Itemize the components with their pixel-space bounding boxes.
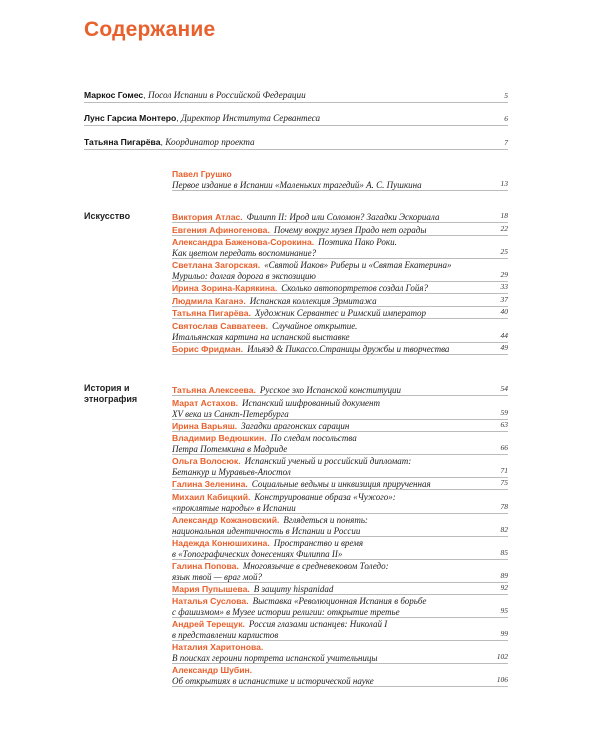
author-name: Татьяна Алексеева. — [172, 385, 256, 395]
toc-entry — [172, 477, 508, 490]
author-name: Светлана Загорская. — [172, 260, 261, 270]
author-name: Татьяна Пигарёва — [84, 137, 161, 147]
author-role: Координатор проекта — [165, 137, 255, 147]
divider — [84, 125, 508, 126]
divider — [84, 149, 508, 150]
entry-title-continued: с фашизмом» в Музее истории религии: открытие третье — [172, 607, 400, 617]
author-name: Галина Попова. — [172, 560, 239, 571]
entry-title: В защиту hispanidad — [253, 583, 334, 594]
entry-title-continued: в «Топографических донесениях Филиппа II» — [172, 548, 343, 559]
page-number: 85 — [500, 547, 508, 557]
toc-entry — [172, 319, 508, 343]
entry-title-continued: национальная идентичность в Испании и России — [172, 525, 361, 536]
toc-entry — [172, 210, 508, 223]
page-number: 99 — [500, 629, 508, 638]
author-name: Михаил Кабицкий. — [172, 491, 251, 502]
page-number: 40 — [500, 307, 508, 316]
entry-title: Загадки арагонских сарацин — [241, 420, 350, 431]
entry-title: «Святой Иаков» Риберы и «Святая Екатерина» — [264, 260, 452, 270]
page-number: 63 — [500, 419, 508, 429]
entry-title: Русское эхо Испанской конституции — [259, 385, 401, 395]
author-name: Наталья Суслова. — [172, 596, 249, 606]
entry-title: Испанский шифрованный документ — [242, 397, 380, 408]
entry-title: Испанская коллекция Эрмитажа — [249, 295, 377, 306]
page-number: 49 — [500, 342, 508, 352]
entry-title: Выставка «Революционная Испания в борьбе — [252, 596, 427, 606]
page-title: Содержание — [84, 18, 216, 41]
page-number: 106 — [496, 675, 508, 684]
page-number: 18 — [500, 211, 508, 220]
author-name: Надежда Конюшихина. — [172, 537, 270, 548]
author-name: Татьяна Пигарёва. — [172, 308, 251, 318]
entry-title-continued: Об открытиях в испанистике и исторической науке — [172, 676, 374, 686]
toc-entry — [172, 342, 508, 355]
author-name: Андрей Терещук. — [172, 619, 245, 629]
entry-title-continued: «проклятые народы» в Испании — [172, 502, 296, 513]
toc-entry — [172, 617, 508, 641]
toc-entry — [172, 594, 508, 618]
page-number: 44 — [500, 330, 508, 340]
author-name: Александра Баженова-Сорокина. — [172, 237, 315, 247]
author-name: Павел Грушко — [172, 169, 232, 179]
toc-entry — [172, 513, 508, 537]
toc-entry — [172, 258, 508, 282]
page-number: 5 — [504, 91, 508, 100]
author-name: Лунс Гарсиа Монтеро — [84, 113, 177, 123]
entry-title: Почему вокруг музея Прадо нет ограды — [273, 224, 427, 235]
toc-entry — [172, 294, 508, 307]
author-name: Ирина Варьяш. — [172, 420, 238, 431]
page-number: 66 — [500, 443, 508, 452]
entry-title-continued: В поисках героини портрета испанской учительницы — [172, 653, 378, 663]
toc-entry — [172, 306, 508, 319]
page-number: 6 — [504, 114, 508, 123]
author-role: Директор Института Сервантеса — [181, 113, 321, 123]
section-label-history: История и этнография — [84, 383, 138, 404]
entry-title-continued: Петра Потемкина в Мадриде — [172, 444, 288, 454]
toc-entry — [172, 640, 508, 664]
entry-title-continued: Итальянская картина на испанской выставке — [172, 331, 350, 342]
entry-title: Многоязычие в средневековом Толедо: — [242, 560, 389, 571]
author-name: Мария Пупышева. — [172, 583, 250, 594]
author-name: Галина Зеленина. — [172, 479, 248, 489]
section-label-art: Искусство — [84, 211, 131, 221]
author-name: Наталия Харитонова. — [172, 642, 264, 652]
entry-title: Ильязд & Пикассо.Страницы дружбы и творчества — [247, 343, 450, 354]
entry-title-continued: Как цветом передать воспоминание? — [172, 248, 317, 258]
author-name: Марат Астахов. — [172, 397, 239, 408]
divider — [172, 190, 508, 191]
page-number: 33 — [500, 282, 508, 291]
author-name: Владимир Ведюшкин. — [172, 433, 267, 443]
page-number: 78 — [500, 501, 508, 511]
author-name: Людмила Каганэ. — [172, 295, 246, 306]
entry-title: Сколько автопортретов создал Гойя? — [281, 283, 429, 293]
entry-title-continued: в представлении карлистов — [172, 630, 279, 640]
toc-entry — [172, 223, 508, 236]
page-number: 29 — [500, 270, 508, 279]
page-number: 25 — [500, 247, 508, 256]
page-number: 102 — [496, 652, 508, 661]
page-number: 22 — [500, 223, 508, 233]
divider — [172, 686, 508, 687]
entry-title-continued: XV века из Санкт-Петербурга — [172, 408, 289, 419]
author-name: Борис Фридман. — [172, 343, 244, 354]
entry-title: Художник Сервантес и Римский император — [254, 308, 426, 318]
entry-title: Россия глазами испанцев: Николай I — [248, 619, 388, 629]
toc-entry — [172, 281, 508, 294]
toc-entry — [172, 431, 508, 455]
toc-entry — [172, 396, 508, 420]
toc-entry — [172, 235, 508, 259]
author-name: Виктория Атлас. — [172, 212, 243, 222]
page-number: 54 — [500, 384, 508, 393]
page-number: 7 — [504, 138, 508, 147]
page-number: 59 — [500, 407, 508, 417]
toc-entry — [172, 383, 508, 396]
page-number: 13 — [500, 179, 508, 188]
author-name: Маркос Гомес — [84, 90, 144, 100]
author-name: Александр Шубин. — [172, 665, 253, 675]
entry-title: Конструирование образа «Чужого»: — [254, 491, 396, 502]
page-number: 89 — [500, 570, 508, 580]
page-number: 95 — [500, 606, 508, 615]
author-name: Святослав Савватеев. — [172, 320, 269, 331]
author-name: Ирина Зорина-Карякина. — [172, 283, 278, 293]
author-role: Посол Испании в Российской Федерации — [147, 90, 306, 100]
entry-title: Испанский ученый и российский дипломат: — [244, 456, 412, 466]
entry-title: Случайное открытие. — [272, 320, 358, 331]
page-number: 82 — [500, 524, 508, 534]
entry-title: По следам посольства — [270, 433, 357, 443]
page-number: 92 — [500, 582, 508, 592]
toc-entry — [172, 582, 508, 595]
toc-entry-preface — [172, 167, 508, 191]
author-name: Евгения Афиногенова. — [172, 224, 270, 235]
entry-title: Первое издание в Испании «Маленьких трагедий» А. С. Пушкина — [172, 180, 422, 190]
toc-entry — [172, 663, 508, 687]
toc-entry — [172, 559, 508, 583]
page-number: 37 — [500, 294, 508, 304]
toc-entry — [172, 454, 508, 478]
entry-title-continued: язык твой — враг мой? — [172, 571, 262, 582]
entry-title: Вглядеться и понять: — [283, 514, 368, 525]
entry-title: Поэтика Пако Роки. — [318, 237, 397, 247]
entry-title: Филипп II: Ирод или Соломон? Загадки Эскориала — [246, 212, 440, 222]
author-name: Александр Кожановский. — [172, 514, 280, 525]
entry-title-continued: Бетанкур и Муравьев-Апостол — [172, 467, 291, 477]
entry-title-continued: Мурильо: долгая дорога в экспозицию — [172, 271, 316, 281]
divider — [84, 102, 508, 103]
page-number: 71 — [500, 466, 508, 475]
entry-title: Пространство и время — [273, 537, 364, 548]
toc-entry — [172, 490, 508, 514]
page-number: 75 — [500, 478, 508, 487]
entry-title: Социальные ведьмы и инквизиция прирученная — [251, 479, 431, 489]
author-name: Ольга Волосюк. — [172, 456, 241, 466]
toc-entry — [172, 419, 508, 432]
toc-entry — [172, 536, 508, 560]
